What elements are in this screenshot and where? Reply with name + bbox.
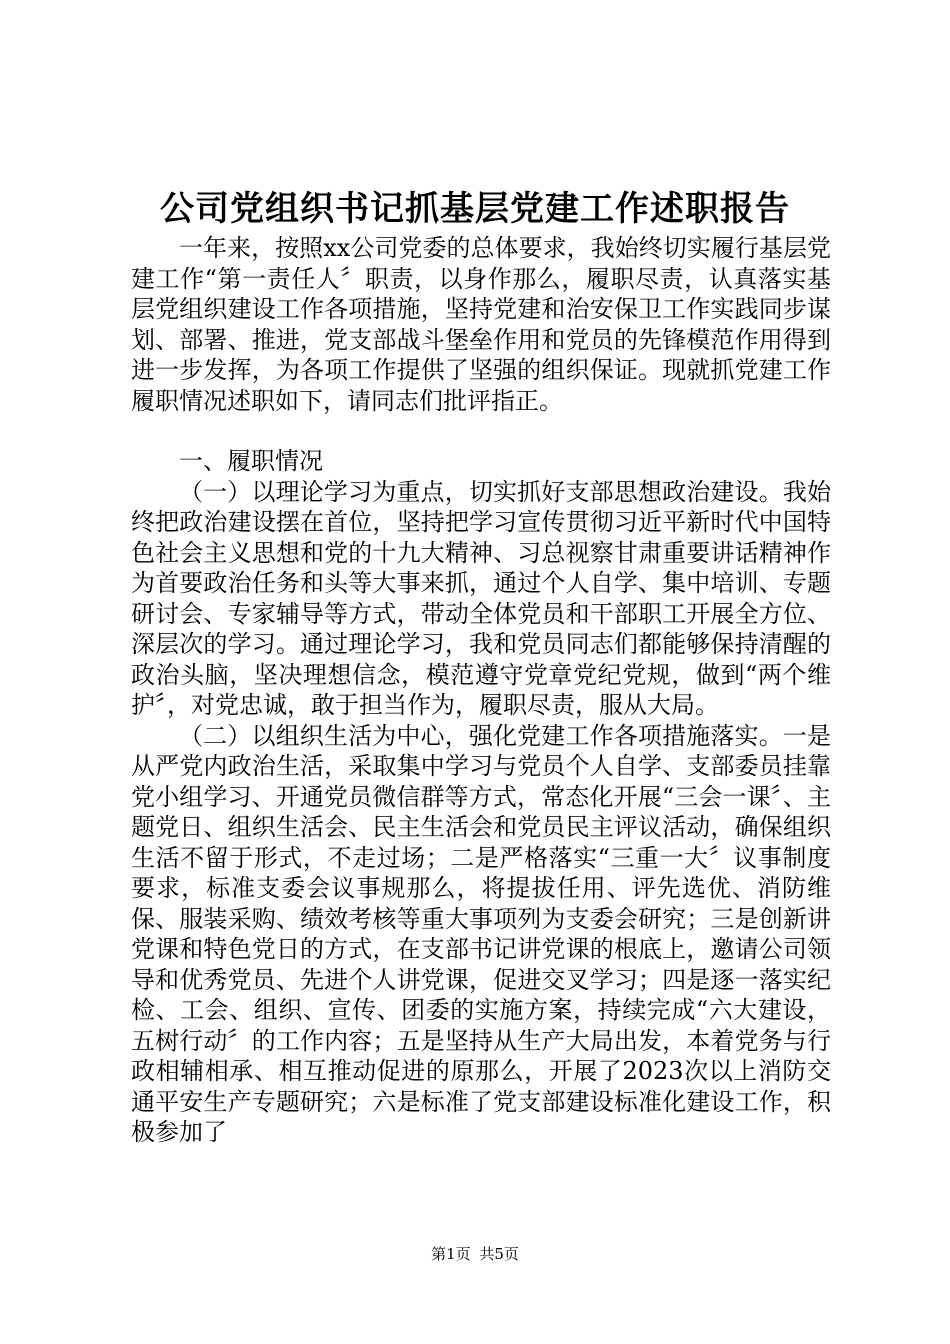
page-title: 公司党组织书记抓基层党建工作述职报告 (160, 189, 790, 229)
document-body (131, 233, 831, 1148)
paragraph-theory-study: （一）以理论学习为重点，切实抓好支部思想政治建设。我始终把政治建设摆在首位，坚持把学习宣传贯彻习近平新时代中国特色社会主义思想和党的十九大精神、习总视察甘肃重要讲话精神作为首要政治任务和头等大事来抓，通过个人自学、集中培训、专题研讨会、专家辅导等方式，带动全体党员和干部职工开展全方位、深层次的学习。通过理论学习，我和党员同志们都能够保持清醒的政治头脑，坚决理想信念，模范遵守党章党纪党规，做到“两个维护〞，对党忠诚，敢于担当作为，履职尽责，服从大局。 (131, 477, 831, 719)
section-heading: 一、履职情况 (179, 447, 323, 475)
page-footer (0, 1243, 950, 1265)
paragraph-organization-life: （二）以组织生活为中心，强化党建工作各项措施落实。一是从严党内政治生活，采取集中学习与党员个人自学、支部委员挂靠党小组学习、开通党员微信群等方式，常态化开展“三会一课〞、主题党日、组织生活会、民主生活会和党员民主评议活动，确保组织生活不留于形式，不走过场；二是严格落实“三重一大〞议事制度要求，标准支委会议事规那么，将提拔任用、评先选优、消防维保、服装采购、绩效考核等重大事项列为支委会研究；三是创新讲党课和特色党日的方式，在支部书记讲党课的根底上，邀请公司领导和优秀党员、先进个人讲党课，促进交叉学习；四是逐一落实纪检、工会、组织、宣传、团委的实施方案，持续完成“六大建设，五树行动〞的工作内容；五是坚持从生产大局出发，本着党务与行政相辅相承、相互推动促进的原那么，开展了2023次以上消防交通平安生产专题研究；六是标准了党支部建设标准化建设工作，积极参加了 (131, 721, 831, 1146)
page-total: 共5页 (479, 1245, 519, 1263)
page-number: 第1页 (431, 1245, 471, 1263)
paragraph-intro: 一年来，按照xx公司党委的总体要求，我始终切实履行基层党建工作“第一责任人〞职责，以身作那么，履职尽责，认真落实基层党组织建设工作各项措施，坚持党建和治安保卫工作实践同步谋划、部署、推进，党支部战斗堡垒作用和党员的先锋模范作用得到进一步发挥，为各项工作提供了坚强的组织保证。现就抓党建工作履职情况述职如下，请同志们批评指正。 (131, 234, 831, 415)
